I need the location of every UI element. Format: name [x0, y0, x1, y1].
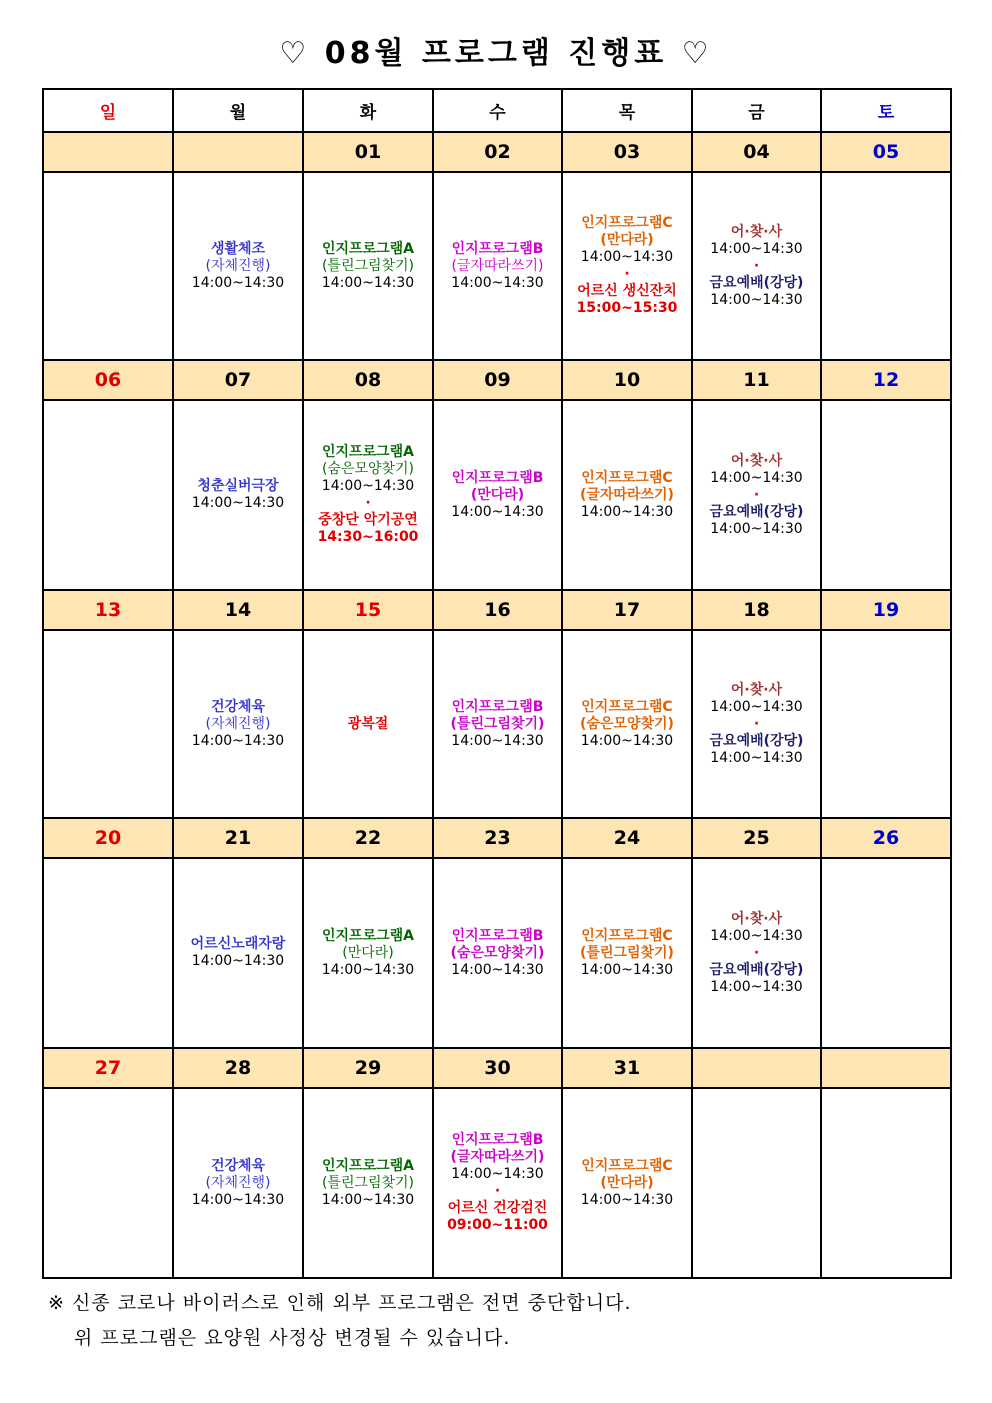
- activity-line: ·: [753, 944, 760, 961]
- activity-line: 14:00~14:30: [451, 732, 544, 749]
- activity-line: (글자따라쓰기): [450, 1149, 545, 1165]
- activity-line: (글자따라쓰기): [580, 486, 674, 503]
- date-cell: 19: [821, 590, 951, 630]
- activity-cell: [692, 172, 821, 360]
- activity-line: 인지프로그램C: [581, 215, 673, 231]
- activity-cell: [303, 1088, 433, 1278]
- activity-cell: [562, 858, 692, 1048]
- activity-line: 어·찾·사: [730, 910, 783, 927]
- activity-line: 인지프로그램C: [581, 469, 673, 486]
- activity-line: ·: [365, 495, 371, 511]
- activity-line: 14:00~14:30: [710, 698, 803, 715]
- activity-line: 14:00~14:30: [451, 1166, 544, 1182]
- date-cell: 20: [43, 818, 173, 858]
- weekday-header-row: [43, 89, 951, 132]
- activity-line: 14:00~14:30: [321, 478, 415, 494]
- activity-line: (자체진행): [205, 1174, 271, 1191]
- schedule-table: [42, 88, 952, 1279]
- notice-line-2: 위 프로그램은 요양원 사정상 변경될 수 있습니다.: [74, 1327, 511, 1349]
- notice-line-1: ※ 신종 코로나 바이러스로 인해 외부 프로그램은 전면 중단합니다.: [48, 1292, 632, 1314]
- date-cell: 18: [692, 590, 821, 630]
- date-cell: 06: [43, 360, 173, 400]
- activity-cell: [173, 1088, 303, 1278]
- activity-cell: [43, 1088, 173, 1278]
- activity-line: 14:00~14:30: [580, 961, 674, 978]
- activity-line: 14:00~14:30: [710, 520, 803, 537]
- activity-cell: [173, 400, 303, 590]
- date-cell: 30: [433, 1048, 562, 1088]
- activity-line: 금요예배(강당): [709, 732, 804, 749]
- activity-line: ·: [624, 266, 630, 282]
- activity-row: [43, 858, 951, 1048]
- date-cell: 16: [433, 590, 562, 630]
- activity-cell: [303, 858, 433, 1048]
- activity-cell: [821, 1088, 951, 1278]
- activity-cell: [562, 630, 692, 818]
- date-cell: 11: [692, 360, 821, 400]
- activity-line: 금요예배(강당): [709, 961, 804, 978]
- activity-cell: [821, 172, 951, 360]
- activity-line: (숨은모양찾기): [580, 715, 674, 732]
- activity-row: [43, 400, 951, 590]
- activity-line: 14:00~14:30: [321, 274, 415, 291]
- activity-cell: [433, 400, 562, 590]
- activity-line: 인지프로그램A: [322, 1157, 414, 1174]
- activity-line: ·: [494, 1183, 501, 1199]
- activity-line: (만다라): [600, 1174, 654, 1191]
- activity-line: 어·찾·사: [730, 223, 783, 240]
- date-cell: [692, 1048, 821, 1088]
- activity-line: 14:00~14:30: [710, 291, 803, 308]
- date-cell: [821, 1048, 951, 1088]
- activity-cell: [821, 400, 951, 590]
- activity-line: 어·찾·사: [730, 452, 783, 469]
- activity-line: 인지프로그램B: [451, 927, 544, 944]
- activity-line: 14:00~14:30: [710, 978, 803, 995]
- date-cell: 10: [562, 360, 692, 400]
- activity-cell: [692, 858, 821, 1048]
- date-cell: 03: [562, 132, 692, 172]
- date-cell: 02: [433, 132, 562, 172]
- date-cell: [43, 132, 173, 172]
- activity-line: 금요예배(강당): [709, 503, 804, 520]
- date-cell: 28: [173, 1048, 303, 1088]
- date-cell: 05: [821, 132, 951, 172]
- activity-line: 인지프로그램B: [451, 469, 544, 486]
- activity-line: (만다라): [600, 232, 654, 248]
- activity-cell: [303, 172, 433, 360]
- date-cell: 26: [821, 818, 951, 858]
- activity-line: (틀린그림찾기): [450, 715, 545, 732]
- date-cell: 23: [433, 818, 562, 858]
- activity-line: 14:00~14:30: [580, 1191, 674, 1208]
- activity-cell: [562, 172, 692, 360]
- activity-cell: [433, 858, 562, 1048]
- date-row: [43, 590, 951, 630]
- activity-line: ·: [753, 486, 760, 503]
- date-cell: 25: [692, 818, 821, 858]
- weekday-header: 토: [821, 89, 951, 132]
- activity-line: 생활체조: [210, 240, 266, 257]
- activity-cell: [173, 172, 303, 360]
- activity-line: 14:00~14:30: [710, 240, 803, 257]
- activity-line: 14:00~14:30: [451, 503, 544, 520]
- activity-line: (숨은모양찾기): [450, 944, 545, 961]
- activity-cell: [433, 172, 562, 360]
- activity-line: 14:00~14:30: [580, 732, 674, 749]
- activity-line: 인지프로그램A: [322, 240, 414, 257]
- activity-line: 인지프로그램A: [322, 444, 414, 460]
- date-cell: 12: [821, 360, 951, 400]
- weekday-header: 일: [43, 89, 173, 132]
- activity-cell: [821, 630, 951, 818]
- activity-line: 어르신 생신잔치: [577, 283, 677, 299]
- activity-line: ·: [753, 715, 760, 732]
- date-cell: 13: [43, 590, 173, 630]
- activity-cell: [433, 1088, 562, 1278]
- activity-line: 인지프로그램B: [451, 1132, 544, 1148]
- activity-line: 14:00~14:30: [191, 732, 285, 749]
- activity-line: 14:00~14:30: [710, 927, 803, 944]
- activity-line: (만다라): [470, 486, 525, 503]
- activity-line: 인지프로그램B: [451, 698, 544, 715]
- date-row: [43, 1048, 951, 1088]
- activity-row: [43, 1088, 951, 1278]
- page-title: ♡ 08월 프로그램 진행표 ♡: [279, 36, 713, 71]
- activity-line: 인지프로그램C: [581, 698, 673, 715]
- activity-line: (틀린그림찾기): [321, 257, 415, 274]
- activity-line: 금요예배(강당): [709, 274, 804, 291]
- activity-line: 어르신노래자랑: [190, 936, 286, 952]
- activity-line: (자체진행): [205, 715, 271, 732]
- activity-row: [43, 172, 951, 360]
- activity-cell: [562, 400, 692, 590]
- activity-cell: [433, 630, 562, 818]
- activity-line: 인지프로그램A: [322, 927, 414, 944]
- activity-line: (숨은모양찾기): [321, 461, 415, 477]
- date-row: [43, 360, 951, 400]
- weekday-header: 수: [433, 89, 562, 132]
- activity-line: 건강체육: [210, 698, 266, 715]
- activity-line: 인지프로그램C: [581, 1157, 673, 1174]
- date-cell: 21: [173, 818, 303, 858]
- activity-line: 14:00~14:30: [191, 274, 285, 291]
- activity-cell: [562, 1088, 692, 1278]
- weekday-header: 화: [303, 89, 433, 132]
- activity-line: 14:00~14:30: [451, 961, 544, 978]
- date-row: [43, 818, 951, 858]
- activity-cell: [692, 400, 821, 590]
- activity-line: (만다라): [342, 944, 394, 961]
- activity-cell: [821, 858, 951, 1048]
- activity-line: 인지프로그램C: [581, 927, 673, 944]
- date-cell: 29: [303, 1048, 433, 1088]
- activity-line: 14:00~14:30: [580, 503, 674, 520]
- activity-cell: [43, 858, 173, 1048]
- activity-line: 14:00~14:30: [580, 249, 674, 265]
- activity-line: 청춘실버극장: [197, 478, 279, 494]
- date-cell: 01: [303, 132, 433, 172]
- activity-line: 어르신 건강검진: [447, 1200, 548, 1216]
- date-cell: 17: [562, 590, 692, 630]
- activity-line: 광복절: [347, 715, 389, 732]
- activity-line: (틀린그림찾기): [580, 944, 674, 961]
- date-cell: 24: [562, 818, 692, 858]
- weekday-header: 금: [692, 89, 821, 132]
- date-cell: 04: [692, 132, 821, 172]
- activity-row: [43, 630, 951, 818]
- activity-cell: [43, 630, 173, 818]
- activity-line: 어·찾·사: [730, 681, 783, 698]
- activity-line: 14:00~14:30: [451, 274, 544, 291]
- activity-line: (글자따라쓰기): [451, 257, 544, 274]
- activity-line: 14:00~14:30: [191, 953, 285, 969]
- activity-line: 중창단 악기공연: [318, 512, 418, 528]
- activity-line: 건강체육: [210, 1157, 266, 1174]
- activity-line: 14:00~14:30: [191, 495, 285, 511]
- activity-cell: [43, 400, 173, 590]
- activity-cell: [303, 400, 433, 590]
- activity-line: (틀린그림찾기): [321, 1174, 415, 1191]
- date-cell: 22: [303, 818, 433, 858]
- date-cell: 27: [43, 1048, 173, 1088]
- activity-cell: [692, 1088, 821, 1278]
- activity-line: 14:00~14:30: [191, 1191, 285, 1208]
- date-cell: 08: [303, 360, 433, 400]
- weekday-header: 월: [173, 89, 303, 132]
- date-row: [43, 132, 951, 172]
- activity-cell: [43, 172, 173, 360]
- activity-cell: [303, 630, 433, 818]
- date-cell: 09: [433, 360, 562, 400]
- activity-line: 09:00~11:00: [447, 1217, 548, 1233]
- activity-line: 인지프로그램B: [451, 240, 544, 257]
- activity-line: ·: [753, 257, 760, 274]
- date-cell: 07: [173, 360, 303, 400]
- activity-cell: [173, 858, 303, 1048]
- date-cell: 15: [303, 590, 433, 630]
- activity-line: 14:00~14:30: [710, 749, 803, 766]
- activity-cell: [692, 630, 821, 818]
- activity-cell: [173, 630, 303, 818]
- activity-line: 14:00~14:30: [710, 469, 803, 486]
- date-cell: 14: [173, 590, 303, 630]
- date-cell: 31: [562, 1048, 692, 1088]
- activity-line: (자체진행): [205, 257, 271, 274]
- date-cell: [173, 132, 303, 172]
- weekday-header: 목: [562, 89, 692, 132]
- activity-line: 14:00~14:30: [321, 1191, 415, 1208]
- activity-line: 15:00~15:30: [576, 300, 678, 316]
- activity-line: 14:30~16:00: [317, 529, 419, 545]
- activity-line: 14:00~14:30: [321, 961, 415, 978]
